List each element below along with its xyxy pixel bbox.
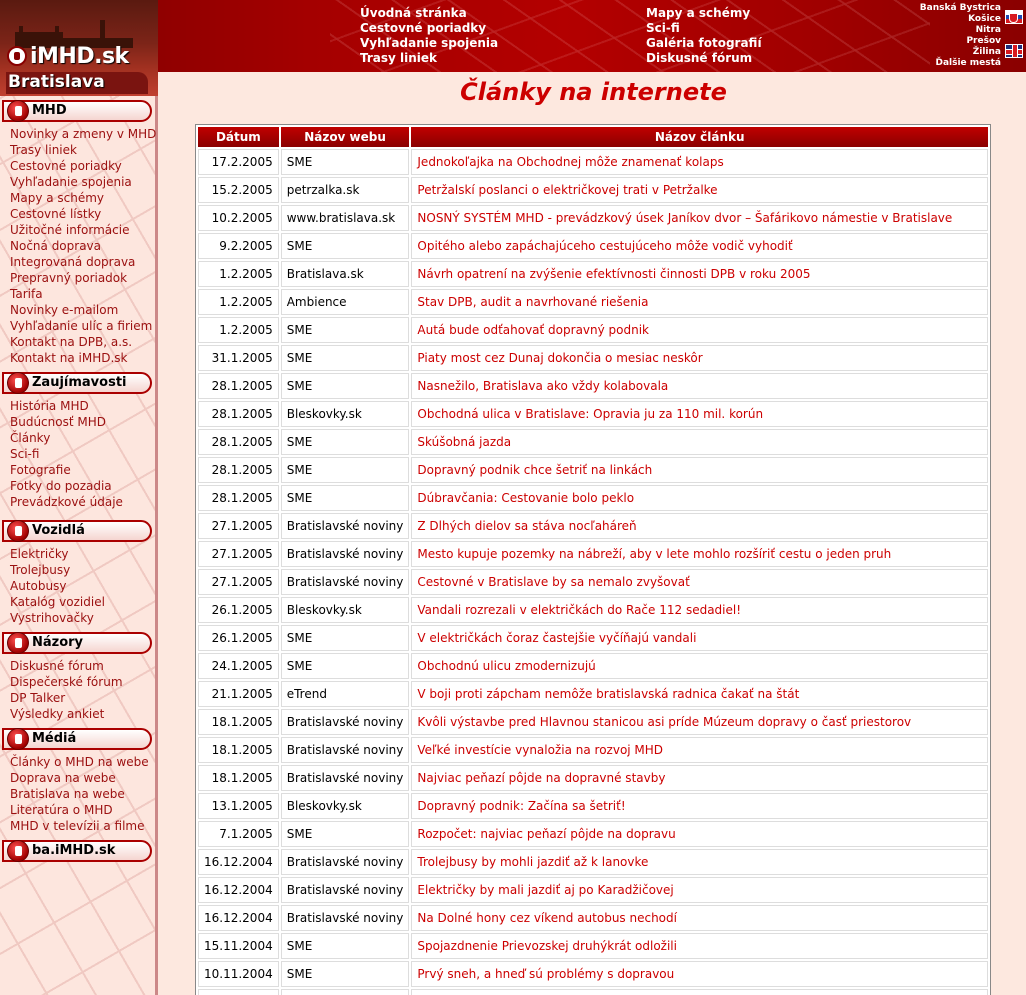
article-link[interactable]: Električky by mali jazdiť aj po Karadžičovej — [417, 883, 674, 897]
table-row — [198, 261, 988, 287]
article-link[interactable]: Stav DPB, audit a navrhované riešenia — [417, 295, 649, 309]
nav-link-mapy-a-schemy[interactable]: Mapy a schémy — [646, 6, 751, 20]
article-title-cell — [411, 681, 988, 707]
article-source: SME — [281, 149, 410, 175]
sidebar-section-header[interactable] — [2, 728, 152, 750]
sidebar-section-items — [2, 862, 152, 866]
sidebar-section-title: Zaujímavosti — [32, 375, 127, 390]
sidebar-item-mhd-v-televizii-a-filme[interactable]: MHD v televízii a filme — [10, 819, 145, 833]
article-date: 1.2.2005 — [198, 261, 279, 287]
article-source: SME — [281, 821, 410, 847]
table-row — [198, 317, 988, 343]
table-row — [198, 485, 988, 511]
article-title-cell — [411, 849, 988, 875]
sidebar-item-vyhladanie-ulic-a-firiem[interactable]: Vyhľadanie ulíc a firiem — [10, 319, 153, 333]
article-title-cell — [411, 345, 988, 371]
article-source: SME — [281, 429, 410, 455]
article-source: Bratislavské noviny — [281, 569, 410, 595]
table-row — [198, 737, 988, 763]
article-link[interactable]: Z Dlhých dielov sa stáva nocľaháreň — [417, 519, 637, 533]
article-date: 15.2.2005 — [198, 177, 279, 203]
article-link[interactable]: Obchodná ulica v Bratislave: Opravia ju za 110 mil. korún — [417, 407, 764, 421]
article-source: Bratislavské noviny — [281, 765, 410, 791]
article-source: SME — [281, 373, 410, 399]
sidebar-section-title: ba.iMHD.sk — [32, 843, 116, 858]
sidebar-item-vyhladanie-spojenia[interactable]: Vyhľadanie spojenia — [10, 175, 132, 189]
sidebar-item-kontakt-na-imhd-sk[interactable]: Kontakt na iMHD.sk — [10, 351, 128, 365]
table-row — [198, 513, 988, 539]
article-source: SME — [281, 933, 410, 959]
article-title-cell — [411, 737, 988, 763]
article-date: 28.1.2005 — [198, 373, 279, 399]
article-title-cell — [411, 177, 988, 203]
table-row — [198, 905, 988, 931]
column-header-datum[interactable]: Dátum — [198, 127, 279, 147]
table-row — [198, 765, 988, 791]
sidebar-section-nazory — [2, 632, 152, 722]
sidebar-section-title: Vozidlá — [32, 523, 85, 538]
article-source: Bleskovky.sk — [281, 597, 410, 623]
article-title-cell — [411, 765, 988, 791]
sidebar-item-fotky-do-pozadia[interactable]: Fotky do pozadia — [10, 479, 112, 493]
column-header-nazov-webu[interactable]: Názov webu — [281, 127, 410, 147]
article-source: Bratislavské noviny — [281, 513, 410, 539]
article-date: 28.1.2005 — [198, 401, 279, 427]
sidebar-item-kontakt-na-dpb-a-s[interactable]: Kontakt na DPB, a.s. — [10, 335, 133, 349]
table-row — [198, 597, 988, 623]
article-title-cell — [411, 261, 988, 287]
sidebar-item-bratislava-na-webe[interactable]: Bratislava na webe — [10, 787, 125, 801]
nav-link-cestovne-poriadky[interactable]: Cestovné poriadky — [360, 21, 487, 35]
sidebar-item-novinky-a-zmeny-v-mhd[interactable]: Novinky a zmeny v MHD — [10, 127, 157, 141]
nav-link-presov[interactable]: Prešov — [966, 36, 1001, 46]
article-date: 27.1.2005 — [198, 541, 279, 567]
sidebar-item-elektricky[interactable]: Električky — [10, 547, 69, 561]
article-title-cell — [411, 625, 988, 651]
article-date: 1.2.2005 — [198, 317, 279, 343]
article-link[interactable]: Návrh opatrení na zvýšenie efektívnosti činnosti DPB v roku 2005 — [417, 267, 811, 281]
table-row — [198, 345, 988, 371]
section-bullet-icon — [7, 372, 29, 394]
article-title-cell — [411, 905, 988, 931]
sidebar-section-header[interactable] — [2, 372, 152, 394]
article-title-cell — [411, 989, 988, 995]
sidebar-item-nocna-doprava[interactable]: Nočná doprava — [10, 239, 102, 253]
article-link[interactable]: Dopravný podnik: Začína sa šetriť! — [417, 799, 626, 813]
article-source: Bratislavské noviny — [281, 709, 410, 735]
article-source: www.bratislava.sk — [281, 205, 410, 231]
article-date: 7.1.2005 — [198, 821, 279, 847]
article-source: petrzalka.sk — [281, 177, 410, 203]
article-date: 10.2.2005 — [198, 205, 279, 231]
article-title-cell — [411, 793, 988, 819]
sidebar-item-dispecerske-forum[interactable]: Dispečerské fórum — [10, 675, 123, 689]
section-bullet-icon — [7, 520, 29, 542]
table-row — [198, 233, 988, 259]
sidebar-section-header[interactable] — [2, 840, 152, 862]
article-source: Bratislavské noviny — [281, 849, 410, 875]
sidebar — [0, 96, 158, 995]
nav-link-sci-fi[interactable]: Sci-fi — [646, 21, 680, 35]
article-date: 10.11.2004 — [198, 961, 279, 987]
sidebar-item-dp-talker[interactable]: DP Talker — [10, 691, 66, 705]
article-date: 21.1.2005 — [198, 681, 279, 707]
sidebar-section-ba-imhd-sk — [2, 840, 152, 866]
article-link[interactable]: Cestovné v Bratislave by sa nemalo zvyšovať — [417, 575, 690, 589]
sidebar-item-clanky[interactable]: Články — [10, 431, 51, 445]
article-date: 15.11.2004 — [198, 933, 279, 959]
article-title-cell — [411, 205, 988, 231]
article-title-cell — [411, 373, 988, 399]
article-link[interactable]: Spojazdnenie Prievozskej druhýkrát odložili — [417, 939, 677, 953]
article-date — [198, 989, 279, 995]
article-date: 24.1.2005 — [198, 653, 279, 679]
article-source: Bratislavské noviny — [281, 877, 410, 903]
article-link[interactable]: Piaty most cez Dunaj dokončia o mesiac neskôr — [417, 351, 703, 365]
article-title-cell — [411, 289, 988, 315]
table-row — [198, 681, 988, 707]
section-bullet-icon — [7, 100, 29, 122]
slovak-flag-icon[interactable] — [1005, 10, 1023, 24]
article-title-cell — [411, 569, 988, 595]
sidebar-section-items — [2, 542, 152, 626]
article-link[interactable]: Na Dolné hony cez víkend autobus nechodí — [417, 911, 677, 925]
article-title-cell — [411, 653, 988, 679]
top-nav-right — [646, 6, 762, 66]
article-link[interactable]: Nasnežilo, Bratislava ako vždy kolabovala — [417, 379, 669, 393]
article-title-cell — [411, 401, 988, 427]
article-link[interactable]: V električkách čoraz častejšie vyčíňajú vandali — [417, 631, 697, 645]
article-source: Ambience — [281, 289, 410, 315]
table-row — [198, 625, 988, 651]
sidebar-section-mhd — [2, 100, 157, 366]
main-content — [161, 72, 1026, 995]
city-name: Bratislava — [6, 72, 148, 94]
article-title-cell — [411, 149, 988, 175]
table-row — [198, 821, 988, 847]
nav-link-vyhladanie-spojenia[interactable]: Vyhľadanie spojenia — [360, 36, 499, 50]
table-row — [198, 933, 988, 959]
table-row — [198, 149, 988, 175]
article-link[interactable]: Opitého alebo zapáchajúceho cestujúceho môže vodič vyhodiť — [417, 239, 793, 253]
article-link[interactable]: Skúšobná jazda — [417, 435, 512, 449]
column-header-nazov-clanku[interactable]: Názov článku — [411, 127, 988, 147]
article-source: SME — [281, 345, 410, 371]
article-source: Bratislava.sk — [281, 261, 410, 287]
article-link[interactable]: Dúbravčania: Cestovanie bolo peklo — [417, 491, 635, 505]
article-date: 1.2.2005 — [198, 289, 279, 315]
article-date: 28.1.2005 — [198, 429, 279, 455]
nav-link-uvodna-stranka[interactable]: Úvodná stránka — [360, 6, 467, 20]
article-source: SME — [281, 457, 410, 483]
article-link[interactable]: Veľké investície vynaložia na rozvoj MHD — [417, 743, 664, 757]
article-source: SME — [281, 485, 410, 511]
sidebar-section-header[interactable] — [2, 100, 152, 122]
article-title-cell — [411, 485, 988, 511]
table-row — [198, 373, 988, 399]
article-source: Bleskovky.sk — [281, 401, 410, 427]
article-link[interactable]: Jednokoľajka na Obchodnej môže znamenať kolaps — [417, 155, 724, 169]
article-date: 13.1.2005 — [198, 793, 279, 819]
article-date: 17.2.2005 — [198, 149, 279, 175]
page-title: Články na internete — [460, 78, 727, 106]
article-date: 26.1.2005 — [198, 597, 279, 623]
nav-link-kosice[interactable]: Košice — [968, 14, 1001, 24]
sidebar-item-clanky-o-mhd-na-webe[interactable]: Články o MHD na webe — [10, 755, 149, 769]
nav-link-zilina[interactable]: Žilina — [972, 47, 1001, 57]
article-link[interactable]: Vandali rozrezali v električkách do Rače 112 sedadiel! — [417, 603, 742, 617]
article-title-cell — [411, 513, 988, 539]
section-bullet-icon — [7, 632, 29, 654]
article-date: 26.1.2005 — [198, 625, 279, 651]
section-bullet-icon — [7, 840, 29, 862]
sidebar-item-uzitocne-informacie[interactable]: Užitočné informácie — [10, 223, 130, 237]
nav-link-nitra[interactable]: Nitra — [975, 25, 1001, 35]
sidebar-section-header[interactable] — [2, 632, 152, 654]
nav-link-banska-bystrica[interactable]: Banská Bystrica — [919, 3, 1001, 13]
article-source: SME — [281, 625, 410, 651]
articles-table — [195, 124, 991, 995]
article-date: 31.1.2005 — [198, 345, 279, 371]
logo-icon — [7, 46, 27, 66]
table-row — [198, 653, 988, 679]
sidebar-item-trolejbusy[interactable]: Trolejbusy — [10, 563, 71, 577]
sidebar-item-integrovana-doprava[interactable]: Integrovaná doprava — [10, 255, 136, 269]
sidebar-section-items — [2, 122, 157, 366]
article-title-cell — [411, 233, 988, 259]
sidebar-item-literatura-o-mhd[interactable]: Literatúra o MHD — [10, 803, 113, 817]
article-source: Bratislavské noviny — [281, 541, 410, 567]
sidebar-item-cestovne-poriadky[interactable]: Cestovné poriadky — [10, 159, 122, 173]
sidebar-section-items — [2, 394, 152, 510]
sidebar-item-prepravny-poriadok[interactable]: Prepravný poriadok — [10, 271, 128, 285]
table-row — [198, 709, 988, 735]
sidebar-item-katalog-vozidiel[interactable]: Katalóg vozidiel — [10, 595, 105, 609]
article-source: SME — [281, 317, 410, 343]
table-row — [198, 429, 988, 455]
article-title-cell — [411, 597, 988, 623]
article-date: 27.1.2005 — [198, 513, 279, 539]
article-source: Bleskovky.sk — [281, 793, 410, 819]
table-row — [198, 205, 988, 231]
sidebar-item-buducnost-mhd[interactable]: Budúcnosť MHD — [10, 415, 106, 429]
article-date: 16.12.2004 — [198, 905, 279, 931]
article-date: 18.1.2005 — [198, 709, 279, 735]
article-title-cell — [411, 457, 988, 483]
sidebar-item-tarifa[interactable]: Tarifa — [10, 287, 43, 301]
article-date: 16.12.2004 — [198, 849, 279, 875]
article-link[interactable]: Prvý sneh, a hneď sú problémy s dopravou — [417, 967, 675, 981]
table-row — [198, 289, 988, 315]
article-source: eTrend — [281, 681, 410, 707]
article-link[interactable]: Obchodnú ulicu zmodernizujú — [417, 659, 596, 673]
sidebar-item-vysledky-ankiet[interactable]: Výsledky ankiet — [10, 707, 105, 721]
sidebar-item-vystrihovacky[interactable]: Vystrihovačky — [10, 611, 94, 625]
sidebar-item-novinky-e-mailom[interactable]: Novinky e-mailom — [10, 303, 119, 317]
english-flag-icon[interactable] — [1005, 44, 1023, 58]
sidebar-item-sci-fi[interactable]: Sci-fi — [10, 447, 40, 461]
table-row — [198, 541, 988, 567]
article-date: 18.1.2005 — [198, 737, 279, 763]
article-source: SME — [281, 233, 410, 259]
article-link[interactable]: V boji proti zápcham nemôže bratislavská radnica čakať na štát — [417, 687, 800, 701]
article-link[interactable]: NOSNÝ SYSTÉM MHD - prevádzkový úsek Janíkov dvor – Šafárikovo námestie v Bratislave — [417, 211, 953, 225]
sidebar-section-title: Médiá — [32, 731, 77, 746]
sidebar-item-autobusy[interactable]: Autobusy — [10, 579, 67, 593]
table-row — [198, 989, 988, 995]
table-row — [198, 457, 988, 483]
sidebar-section-items — [2, 654, 152, 722]
city-links — [920, 3, 1001, 69]
article-link[interactable]: Kvôli výstavbe pred Hlavnou stanicou asi príde Múzeum dopravy o časť priestorov — [417, 715, 912, 729]
article-link[interactable]: Rozpočet: najviac peňazí pôjde na dopravu — [417, 827, 676, 841]
sidebar-section-header[interactable] — [2, 520, 152, 542]
article-link[interactable]: Trolejbusy by mohli jazdiť až k lanovke — [417, 855, 649, 869]
sidebar-item-cestovne-listky[interactable]: Cestovné lístky — [10, 207, 102, 221]
sidebar-section-zaujimavosti — [2, 372, 152, 510]
article-date: 28.1.2005 — [198, 485, 279, 511]
article-date: 9.2.2005 — [198, 233, 279, 259]
logo-area[interactable] — [0, 0, 158, 96]
table-row — [198, 961, 988, 987]
article-link[interactable]: Petržalskí poslanci o električkovej trati v Petržalke — [417, 183, 718, 197]
sidebar-item-trasy-liniek[interactable]: Trasy liniek — [10, 143, 77, 157]
article-date: 18.1.2005 — [198, 765, 279, 791]
article-link[interactable]: Autá bude odťahovať dopravný podnik — [417, 323, 650, 337]
article-title-cell — [411, 821, 988, 847]
sidebar-item-mapy-a-schemy[interactable]: Mapy a schémy — [10, 191, 105, 205]
article-date: 27.1.2005 — [198, 569, 279, 595]
article-title-cell — [411, 317, 988, 343]
top-nav-left — [360, 6, 498, 66]
article-source — [281, 989, 410, 995]
article-link[interactable]: Dopravný podnik chce šetriť na linkách — [417, 463, 653, 477]
sidebar-item-prevadzkove-udaje[interactable]: Prevádzkové údaje — [10, 495, 123, 509]
table-row — [198, 569, 988, 595]
table-header-row — [198, 127, 988, 147]
sidebar-section-items — [2, 750, 152, 834]
nav-link-dalsie-mesta[interactable]: Ďalšie mestá — [935, 58, 1001, 68]
article-link[interactable]: Najviac peňazí pôjde na dopravné stavby — [417, 771, 666, 785]
sidebar-section-title: MHD — [32, 103, 67, 118]
table-row — [198, 401, 988, 427]
article-date: 16.12.2004 — [198, 877, 279, 903]
table-body — [198, 149, 988, 995]
section-bullet-icon — [7, 728, 29, 750]
article-title-cell — [411, 933, 988, 959]
nav-link-galeria-fotografii[interactable]: Galéria fotografií — [646, 36, 762, 50]
nav-link-trasy-liniek[interactable]: Trasy liniek — [360, 51, 438, 65]
article-source: SME — [281, 653, 410, 679]
article-date: 28.1.2005 — [198, 457, 279, 483]
article-title-cell — [411, 877, 988, 903]
article-source: SME — [281, 961, 410, 987]
article-title-cell — [411, 709, 988, 735]
table-row — [198, 849, 988, 875]
article-title-cell — [411, 961, 988, 987]
site-logo[interactable]: iMHD.sk — [30, 44, 129, 69]
sidebar-section-vozidla — [2, 520, 152, 626]
table-row — [198, 177, 988, 203]
article-title-cell — [411, 429, 988, 455]
article-source: Bratislavské noviny — [281, 905, 410, 931]
sidebar-item-fotografie[interactable]: Fotografie — [10, 463, 71, 477]
table-row — [198, 877, 988, 903]
nav-link-diskusne-forum[interactable]: Diskusné fórum — [646, 51, 753, 65]
article-source: Bratislavské noviny — [281, 737, 410, 763]
sidebar-section-media — [2, 728, 152, 834]
sidebar-item-historia-mhd[interactable]: História MHD — [10, 399, 89, 413]
sidebar-item-doprava-na-webe[interactable]: Doprava na webe — [10, 771, 116, 785]
sidebar-item-diskusne-forum[interactable]: Diskusné fórum — [10, 659, 104, 673]
table-row — [198, 793, 988, 819]
article-link[interactable]: Mesto kupuje pozemky na nábreží, aby v lete mohlo rozšíriť cestu o jeden pruh — [417, 547, 892, 561]
article-title-cell — [411, 541, 988, 567]
sidebar-section-title: Názory — [32, 635, 84, 650]
